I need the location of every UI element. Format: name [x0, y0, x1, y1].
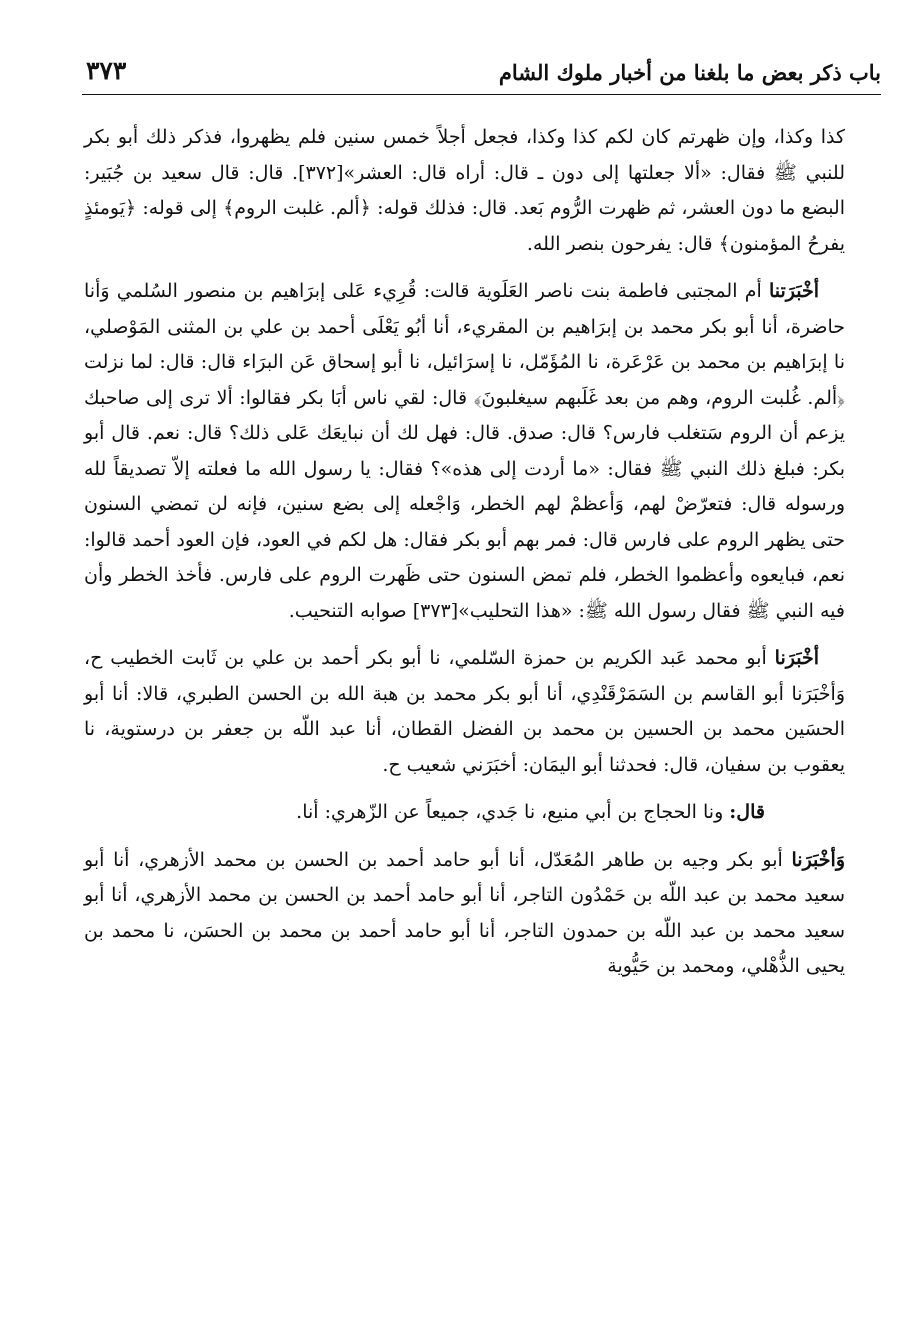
paragraph-narration	[84, 795, 845, 831]
paragraph-text: ونا الحجاج بن أبي منيع، نا جَدي، جميعاً عن الزّهري: أنا.	[296, 801, 730, 823]
paragraph-lead: أخْبَرَتنا	[768, 280, 819, 302]
paragraph-continuation	[84, 120, 845, 262]
paragraph-text: أبو محمد عَبد الكريم بن حمزة السّلمي، نا أبو بكر أحمد بن علي بن ثَابت الخطيب ح، وَأخْبَرَنا أبو القاسم بن السَمَرْقَنْدِي، أنا أبو بكر محمد بن هبة الله بن الحسن الطبري، قالا: أنا أبو الحسَين محمد بن الحسين بن محمد بن الفضل القطان، أنا عبد اللّه بن جعفر بن درستوية، نا يعقوب بن سفيان، قال: فحدثنا أبو اليمَان: أخبَرَني شعيب ح.	[84, 647, 845, 776]
page-number: ٣٧٣	[86, 56, 127, 85]
paragraph-lead: قال:	[729, 801, 765, 823]
text-body	[84, 120, 845, 997]
chapter-title: باب ذكر بعض ما بلغنا من أخبار ملوك الشام	[498, 60, 881, 85]
paragraph-lead: وَأخْبَرَنا	[791, 848, 845, 871]
paragraph-narration	[84, 641, 845, 783]
paragraph-text: أبو بكر وجيه بن طاهر المُعَدّل، أنا أبو حامد أحمد بن الحسن بن محمد الأزهري، أنا أبو سعيد محمد بن عبد اللّه بن حَمْدُون التاجر، أنا أبو حامد أحمد بن الحسن بن محمد الأزهري، أنا أبو سعيد محمد بن عبد اللّه بن حمدون التاجر، أنا أبو حامد أحمد بن محمد بن الحسَن، نا محمد بن يحيى الذُّهْلي، ومحمد بن حَيُّوية	[84, 848, 845, 977]
paragraph-narration	[84, 274, 845, 629]
paragraph-text: أم المجتبى فاطمة بنت ناصر العَلَوية قالت: قُرِيء عَلى إبرَاهيم بن منصور السُلمي وَأنا حاضرة، أنا أبو بكر محمد بن إبرَاهيم بن المقريء، أنا أبُو يَعْلَى أحمد بن علي بن المثنى المَوْصلي، نا إبرَاهيم بن محمد بن عَرْعَرة، نا المُؤَمّل، نا إسرَائيل، نا أبو إسحاق عَن البرَاء قال: قال: لما نزلت ﴿ألم. غُلبت الروم، وهم من بعد غَلَبهم سيغلبونَ﴾ قال: لقي ناس أبَا بكر فقالوا: ألا ترى إلى صاحبك يزعم أن الروم سَتغلب فارس؟ قال: صدق. قال: فهل لك أن نبايعَك عَلى ذلك؟ قال: نعم. قال أبو بكر: فبلغ ذلك النبي ﷺ فقال: «ما أردت إلى هذه»؟ فقال: يا رسول الله ما فعلته إلاّ تصديقاً لله ورسوله قال: فتعرّضْ لهم، وَأعظمْ لهم الخطر، وَاجْعله إلى بضع سنين، فإنه لن تمضي السنون حتى يظهر الروم على فارس قال: فمر بهم أبو بكر فقال: هل لكم في العود، فإن العود أحمد قالوا: نعم، فبايعوه وأعظموا الخطر، فلم تمض السنون حتى ظَهرت الروم على فارس. فأخذ الخطر وأن فيه النبي ﷺ فقال رسول الله ﷺ: «هذا التحليب»[٣٧٣] صوابه التنحيب.	[84, 280, 845, 622]
paragraph-lead: أخْبَرَنا	[774, 647, 819, 669]
running-header	[82, 56, 881, 95]
paragraph-text: كذا وكذا، وإن ظهرتم كان لكم كذا وكذا، فجعل أجلاً خمس سنين فلم يظهروا، فذكر ذلك أبو بكر للنبي ﷺ فقال: «ألا جعلتها إلى دون ـ قال: أراه قال: العشر»[٣٧٢]. قال: قال سعيد بن جُبَير: البضع ما دون العشر، ثم ظهرت الرُّوم بَعد. قال: فذلك قوله: ﴿ألم. غلبت الروم﴾ إلى قوله: ﴿يَومئذٍ يفرحُ المؤمنون﴾ قال: يفرحون بنصر الله.	[84, 126, 845, 255]
paragraph-narration	[84, 843, 845, 985]
